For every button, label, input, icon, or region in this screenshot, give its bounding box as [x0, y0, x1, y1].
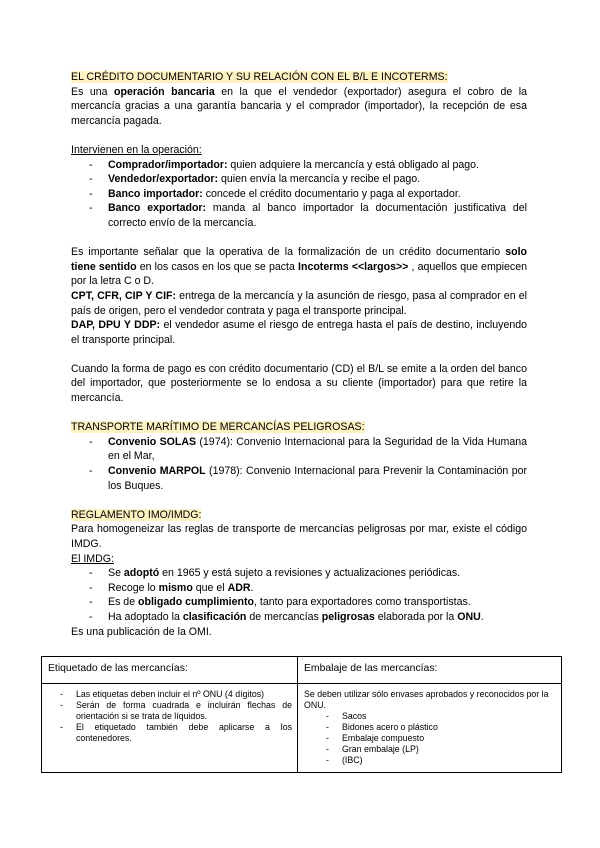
list-item: - (IBC): [304, 755, 558, 766]
list-item: - Comprador/importador: quien adquiere la mercancía y está obligado al pago.: [71, 158, 527, 173]
section-heading-reglamento: REGLAMENTO IMO/IMDG:: [71, 508, 202, 521]
list-item: - Embalaje compuesto: [304, 733, 558, 744]
convenios-list: [71, 435, 527, 493]
list-item: - Sacos: [304, 711, 558, 722]
list-item: - Las etiquetas deben incluir el nº ONU (4 dígitos): [48, 689, 292, 700]
imdg-list: [71, 566, 527, 624]
intervienen-list: [71, 158, 527, 231]
importante-paragraph: Es importante señalar que la operativa de la formalización de un crédito documentario solo tiene sentido en los casos en los que se pacta Incoterms <<largos>> , aquellos que empiecen por la letra C o D.: [71, 246, 527, 288]
cuando-paragraph: Cuando la forma de pago es con crédito documentario (CD) el B/L se emite a la orden del banco del importador, que posteriormente se lo endosa a su cliente (importador) para que retire la mercancía.: [71, 362, 527, 405]
list-item: - Bidones acero o plástico: [304, 722, 558, 733]
list-item: - Gran embalaje (LP): [304, 744, 558, 755]
imdg-label: El IMDG:: [71, 552, 114, 565]
cpt-paragraph: CPT, CFR, CIP Y CIF: entrega de la mercancía y la asunción de riesgo, pasa al comprador en el país de origen, pero el vendedor contrata y paga el transporte principal.: [71, 289, 527, 317]
list-item: - Se adoptó en 1965 y está sujeto a revisiones y actualizaciones periódicas.: [71, 566, 527, 581]
table-header-embalaje: Embalaje de las mercancías:: [304, 663, 438, 674]
table-cell-etiquetado: [48, 689, 292, 744]
list-item: - Es de obligado cumplimiento, tanto para exportadores como transportistas.: [71, 595, 527, 610]
table-column-divider: [297, 657, 298, 772]
list-item: - Convenio SOLAS (1974): Convenio Internacional para la Seguridad de la Vida Humana en el Mar,: [71, 435, 527, 464]
omi-paragraph: Es una publicación de la OMI.: [71, 625, 212, 638]
intervienen-label: Intervienen en la operación:: [71, 143, 202, 156]
list-item: - Banco importador: concede el crédito documentario y paga al exportador.: [71, 187, 527, 202]
list-item: - Recoge lo mismo que el ADR.: [71, 581, 527, 596]
list-item: - Ha adoptado la clasificación de mercancías peligrosas elaborada por la ONU.: [71, 610, 527, 625]
table-header-etiquetado: Etiquetado de las mercancías:: [48, 663, 188, 674]
credito-intro-paragraph: Es una operación bancaria en la que el vendedor (exportador) asegura el cobro de la mercancía gracias a una garantía bancaria y el comprador (importador), la recepción de esa mercancía pagada.: [71, 85, 527, 127]
table-cell-embalaje: [304, 689, 558, 766]
section-heading-transporte: TRANSPORTE MARÍTIMO DE MERCANCÍAS PELIGROSAS:: [71, 421, 365, 434]
list-item: - Banco exportador: manda al banco importador la documentación justificativa del correcto envío de la mercancía.: [71, 201, 527, 230]
etiquetado-embalaje-table: [41, 656, 562, 773]
reglamento-intro: Para homogeneizar las reglas de transporte de mercancías peligrosas por mar, existe el código IMDG.: [71, 523, 527, 550]
dap-paragraph: DAP, DPU Y DDP: el vendedor asume el riesgo de entrega hasta el país de destino, incluyendo el transporte principal.: [71, 319, 528, 346]
section-heading-credito: EL CRÉDITO DOCUMENTARIO Y SU RELACIÓN CON EL B/L E INCOTERMS:: [71, 71, 448, 83]
document-page: [71, 70, 527, 639]
list-item: - El etiquetado también debe aplicarse a los contenedores.: [48, 722, 292, 744]
embalaje-intro: Se deben utilizar sólo envases aprobados y reconocidos por la ONU.: [304, 689, 549, 710]
list-item: - Convenio MARPOL (1978): Convenio Internacional para Prevenir la Contaminación por los Buques.: [71, 464, 527, 493]
list-item: - Serán de forma cuadrada e incluirán flechas de orientación si se trata de líquidos.: [48, 700, 292, 722]
list-item: - Vendedor/exportador: quien envía la mercancía y recibe el pago.: [71, 172, 527, 187]
